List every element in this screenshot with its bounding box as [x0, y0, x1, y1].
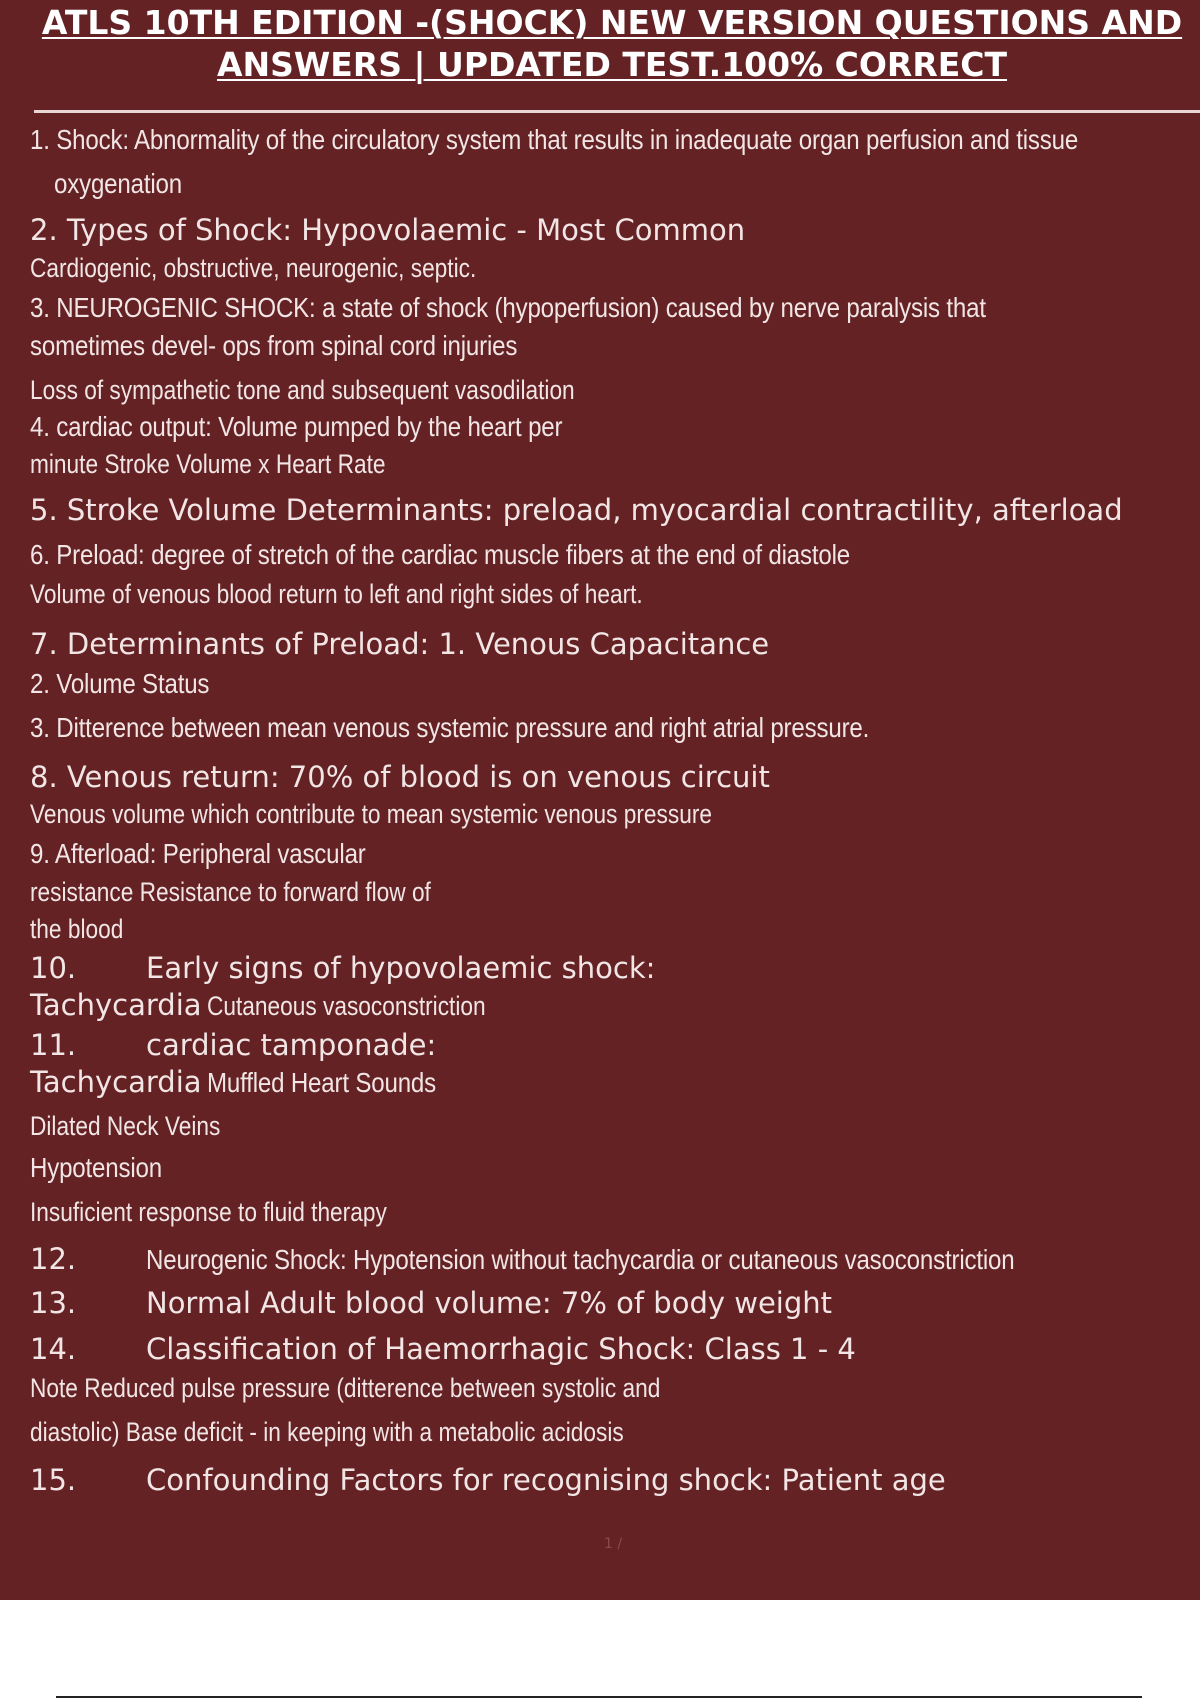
item-13-number: 13.: [30, 1286, 77, 1320]
item-10-line-2: [30, 988, 538, 1022]
item-7-line-1: 7. Determinants of Preload: 1. Venous Capacitance: [30, 627, 770, 661]
item-11-line-1: [30, 1028, 436, 1062]
item-3-line-1: 3. NEUROGENIC SHOCK: a state of shock (hypoperfusion) caused by nerve paralysis that: [30, 292, 986, 323]
item-14-line-3: diastolic) Base deficit - in keeping with a metabolic acidosis: [30, 1417, 624, 1447]
item-8-line-1: 8. Venous return: 70% of blood is on venous circuit: [30, 760, 770, 794]
item-9-line-3: the blood: [30, 914, 124, 944]
item-5-line-1: 5. Stroke Volume Determinants: preload, myocardial contractility, afterload: [30, 493, 1123, 527]
item-15-number: 15.: [30, 1463, 77, 1497]
item-15-line-1: [30, 1463, 946, 1497]
page-number: 1 /: [604, 1536, 623, 1552]
item-10-sign-1: Tachycardia: [30, 988, 202, 1022]
next-page-divider: [56, 1696, 1142, 1698]
item-9-line-1: 9. Afterload: Peripheral vascular: [30, 838, 366, 869]
item-12-line-1: [30, 1242, 1156, 1276]
item-11-number: 11.: [30, 1028, 77, 1062]
item-14-line-1: [30, 1332, 856, 1366]
item-10-line-1: [30, 951, 655, 985]
item-10-number: 10.: [30, 951, 77, 985]
item-9-line-2: resistance Resistance to forward flow of: [30, 877, 431, 907]
item-2-line-1: 2. Types of Shock: Hypovolaemic - Most Common: [30, 213, 746, 247]
item-15-text: Confounding Factors for recognising shock: Patient age: [146, 1463, 946, 1497]
item-11-line-4: Hypotension: [30, 1152, 162, 1183]
item-3-line-2: sometimes devel- ops from spinal cord injuries: [30, 330, 518, 361]
item-6-line-1: 6. Preload: degree of stretch of the cardiac muscle fibers at the end of diastole: [30, 539, 850, 570]
item-13-text: Normal Adult blood volume: 7% of body weight: [146, 1286, 833, 1320]
item-11-sign-2: Muffled Heart Sounds: [206, 1067, 436, 1098]
item-7-line-3: 3. Ditterence between mean venous systemic pressure and right atrial pressure.: [30, 712, 870, 743]
item-14-text: Classification of Haemorrhagic Shock: Class 1 - 4: [146, 1332, 856, 1366]
title-line-2: ANSWERS | UPDATED TEST.100% CORRECT: [216, 45, 1008, 84]
item-4-line-1: 4. cardiac output: Volume pumped by the heart per: [30, 411, 563, 442]
item-12-number: 12.: [30, 1242, 77, 1276]
item-1-line-2: oxygenation: [54, 168, 182, 199]
item-13-line-1: [30, 1286, 832, 1320]
item-11-line-3: Dilated Neck Veins: [30, 1111, 221, 1141]
item-3-line-3: Loss of sympathetic tone and subsequent vasodilation: [30, 375, 575, 405]
item-10-heading: Early signs of hypovolaemic shock:: [146, 951, 656, 985]
item-7-line-2: 2. Volume Status: [30, 668, 210, 699]
item-8-line-2: Venous volume which contribute to mean systemic venous pressure: [30, 799, 713, 829]
item-1-line-1: 1. Shock: Abnormality of the circulatory system that results in inadequate organ perfusion and tissue: [30, 124, 1079, 155]
item-2-line-2: Cardiogenic, obstructive, neurogenic, septic.: [30, 253, 477, 283]
item-11-heading: cardiac tamponade:: [146, 1028, 437, 1062]
item-6-line-2: Volume of venous blood return to left and right sides of heart.: [30, 579, 643, 609]
item-12-text: Neurogenic Shock: Hypotension without tachycardia or cutaneous vasoconstriction: [146, 1244, 1015, 1275]
item-14-line-2: Note Reduced pulse pressure (ditterence between systolic and: [30, 1373, 661, 1403]
title-line-1: ATLS 10TH EDITION -(SHOCK) NEW VERSION QUESTIONS AND: [41, 3, 1183, 42]
item-11-line-5: Insuficient response to fluid therapy: [30, 1197, 387, 1227]
item-14-number: 14.: [30, 1332, 77, 1366]
item-10-sign-2: Cutaneous vasoconstriction: [206, 991, 486, 1021]
item-4-line-2: minute Stroke Volume x Heart Rate: [30, 449, 386, 479]
item-11-line-2: [30, 1065, 473, 1099]
item-11-sign-1: Tachycardia: [30, 1065, 202, 1099]
